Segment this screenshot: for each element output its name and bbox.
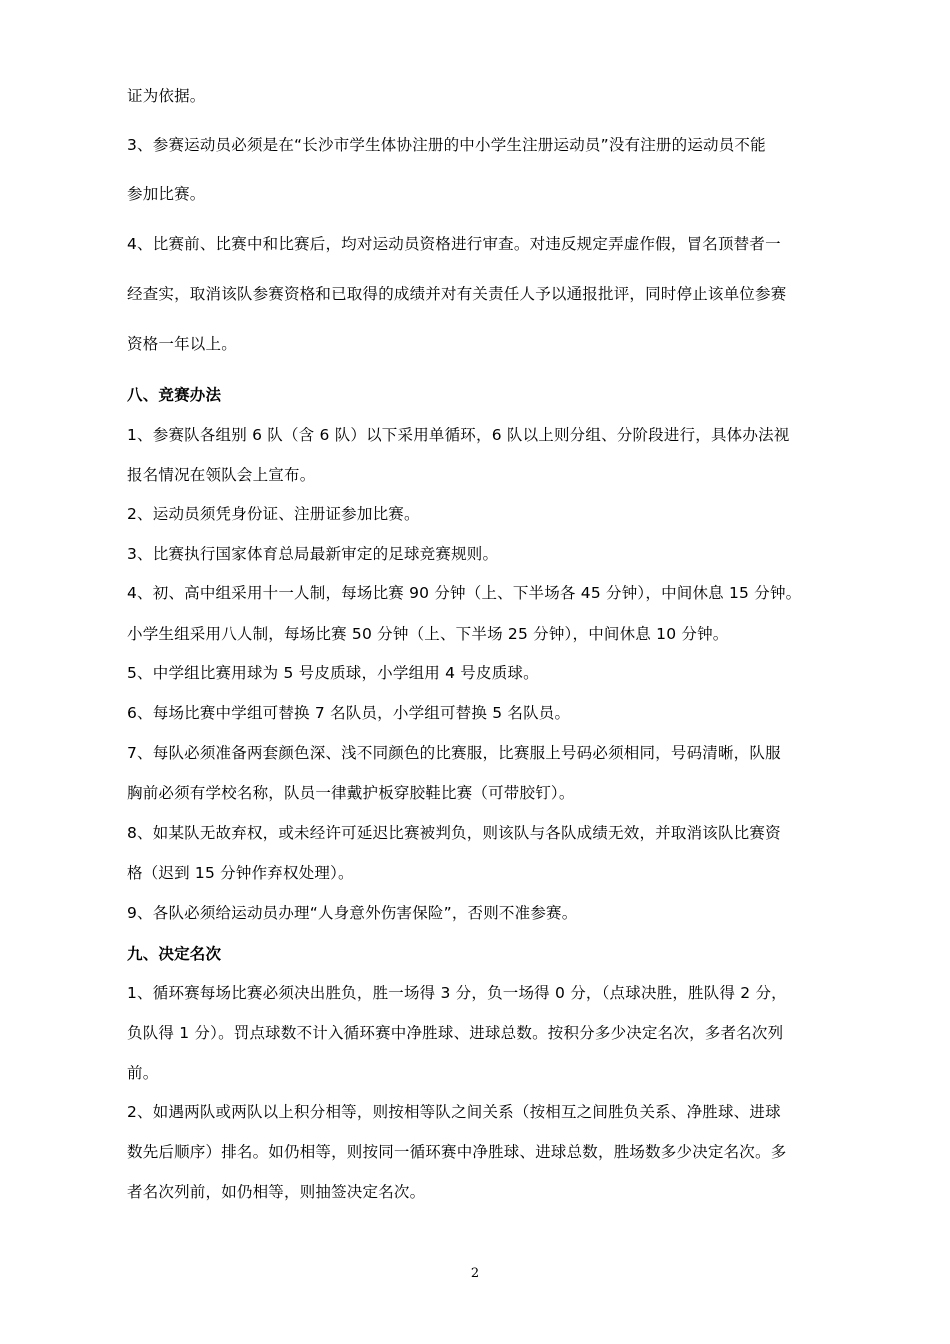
paragraph-line: 3、参赛运动员必须是在“长沙市学生体协注册的中小学生注册运动员”没有注册的运动员不能 bbox=[127, 136, 766, 154]
paragraph-line: 1、参赛队各组别 6 队（含 6 队）以下采用单循环，6 队以上则分组、分阶段进行，具体办法视 bbox=[127, 426, 790, 444]
paragraph-line: 4、比赛前、比赛中和比赛后，均对运动员资格进行审查。对违反规定弄虚作假，冒名顶替者一 bbox=[127, 235, 781, 253]
paragraph-line: 参加比赛。 bbox=[127, 185, 206, 203]
section-heading: 八、竞赛办法 bbox=[127, 386, 222, 404]
paragraph-line: 4、初、高中组采用十一人制，每场比赛 90 分钟（上、下半场各 45 分钟），中间休息 15 分钟。 bbox=[127, 584, 802, 602]
paragraph-line: 数先后顺序）排名。如仍相等，则按同一循环赛中净胜球、进球总数，胜场数多少决定名次。多 bbox=[127, 1143, 787, 1161]
paragraph-line: 7、每队必须准备两套颜色深、浅不同颜色的比赛服，比赛服上号码必须相同，号码清晰，队服 bbox=[127, 744, 781, 762]
paragraph-line: 9、各队必须给运动员办理“人身意外伤害保险”，否则不准参赛。 bbox=[127, 904, 578, 922]
paragraph-line: 3、比赛执行国家体育总局最新审定的足球竞赛规则。 bbox=[127, 545, 499, 563]
paragraph-line: 证为依据。 bbox=[127, 87, 206, 105]
paragraph-line: 格（迟到 15 分钟作弃权处理）。 bbox=[127, 864, 354, 882]
paragraph-line: 6、每场比赛中学组可替换 7 名队员，小学组可替换 5 名队员。 bbox=[127, 704, 571, 722]
paragraph-line: 报名情况在领队会上宣布。 bbox=[127, 466, 316, 484]
page-number: 2 bbox=[470, 1266, 480, 1281]
paragraph-line: 资格一年以上。 bbox=[127, 335, 237, 353]
paragraph-line: 经查实，取消该队参赛资格和已取得的成绩并对有关责任人予以通报批评，同时停止该单位参赛 bbox=[127, 285, 787, 303]
paragraph-line: 1、循环赛每场比赛必须决出胜负，胜一场得 3 分，负一场得 0 分，（点球决胜，胜队得 2 分， bbox=[127, 984, 787, 1002]
paragraph-line: 2、运动员须凭身份证、注册证参加比赛。 bbox=[127, 505, 420, 523]
paragraph-line: 负队得 1 分）。罚点球数不计入循环赛中净胜球、进球总数。按积分多少决定名次，多者名次列 bbox=[127, 1024, 784, 1042]
paragraph-line: 5、中学组比赛用球为 5 号皮质球，小学组用 4 号皮质球。 bbox=[127, 664, 539, 682]
paragraph-line: 者名次列前，如仍相等，则抽签决定名次。 bbox=[127, 1183, 426, 1201]
section-heading: 九、决定名次 bbox=[127, 945, 222, 963]
paragraph-line: 前。 bbox=[127, 1064, 159, 1082]
paragraph-line: 2、如遇两队或两队以上积分相等，则按相等队之间关系（按相互之间胜负关系、净胜球、进球 bbox=[127, 1103, 781, 1121]
paragraph-line: 小学生组采用八人制，每场比赛 50 分钟（上、下半场 25 分钟），中间休息 10 分钟。 bbox=[127, 625, 729, 643]
paragraph-line: 胸前必须有学校名称，队员一律戴护板穿胶鞋比赛（可带胶钉）。 bbox=[127, 784, 575, 802]
paragraph-line: 8、如某队无故弃权，或未经许可延迟比赛被判负，则该队与各队成绩无效，并取消该队比赛资 bbox=[127, 824, 781, 842]
